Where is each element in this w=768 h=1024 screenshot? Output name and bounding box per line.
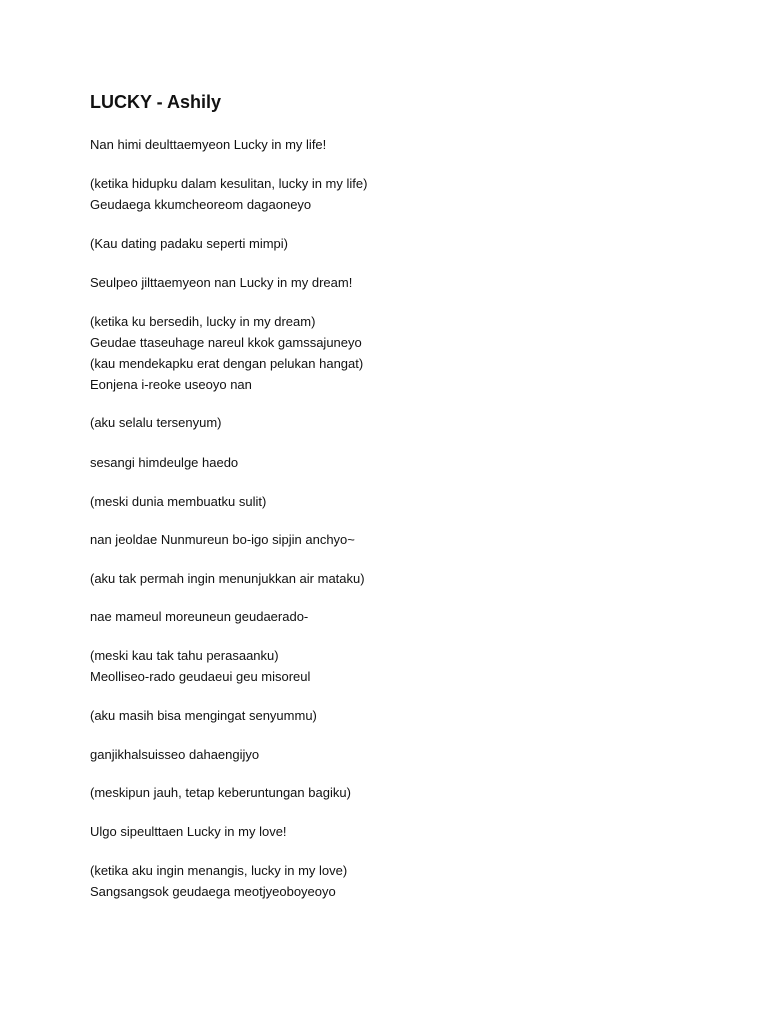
text-line: (ketika hidupku dalam kesulitan, lucky in my life)	[90, 176, 368, 191]
text-line: (meski kau tak tahu perasaanku)	[90, 648, 279, 663]
paragraph	[90, 173, 367, 215]
text-line: (Kau dating padaku seperti mimpi)	[90, 236, 288, 251]
paragraph	[90, 272, 352, 293]
text-line: nan jeoldae Nunmureun bo-igo sipjin anchyo~	[90, 532, 355, 547]
text-line: Eonjena i-reoke useoyo nan	[90, 377, 252, 392]
text-line: Nan himi deulttaemyeon Lucky in my life!	[90, 137, 327, 152]
text-line: (ketika aku ingin menangis, lucky in my love)	[90, 863, 348, 878]
paragraph	[90, 645, 310, 687]
paragraph	[90, 529, 355, 550]
text-line: (aku selalu tersenyum)	[90, 415, 222, 430]
paragraph	[90, 452, 238, 473]
paragraph	[90, 568, 365, 589]
text-line: ganjikhalsuisseo dahaengijyo	[90, 747, 260, 762]
text-line: (ketika ku bersedih, lucky in my dream)	[90, 314, 316, 329]
paragraph	[90, 311, 363, 395]
text-line: Ulgo sipeulttaen Lucky in my love!	[90, 824, 287, 839]
text-line: Sangsangsok geudaega meotjyeoboyeoyo	[90, 884, 336, 899]
text-line: sesangi himdeulge haedo	[90, 455, 239, 470]
text-line: (meski dunia membuatku sulit)	[90, 494, 267, 509]
text-line: Geudaega kkumcheoreom dagaoneyo	[90, 197, 312, 212]
paragraph	[90, 412, 222, 433]
text-line: Meolliseo-rado geudaeui geu misoreul	[90, 669, 311, 684]
text-line: Seulpeo jilttaemyeon nan Lucky in my dream!	[90, 275, 353, 290]
text-line: (kau mendekapku erat dengan pelukan hangat)	[90, 356, 364, 371]
paragraph	[90, 782, 351, 803]
text-line: (meskipun jauh, tetap keberuntungan bagiku)	[90, 785, 351, 800]
text-line: nae mameul moreuneun geudaerado-	[90, 609, 309, 624]
paragraph	[90, 134, 326, 155]
paragraph	[90, 233, 288, 254]
text-line: (aku masih bisa mengingat senyummu)	[90, 708, 317, 723]
paragraph	[90, 491, 266, 512]
paragraph	[90, 860, 347, 902]
text-line: Geudae ttaseuhage nareul kkok gamssajuneyo	[90, 335, 362, 350]
paragraph	[90, 606, 308, 627]
text-line: (aku tak permah ingin menunjukkan air mataku)	[90, 571, 365, 586]
paragraph	[90, 705, 317, 726]
paragraph	[90, 821, 287, 842]
page-title: LUCKY - Ashily	[90, 92, 222, 112]
paragraph	[90, 744, 259, 765]
